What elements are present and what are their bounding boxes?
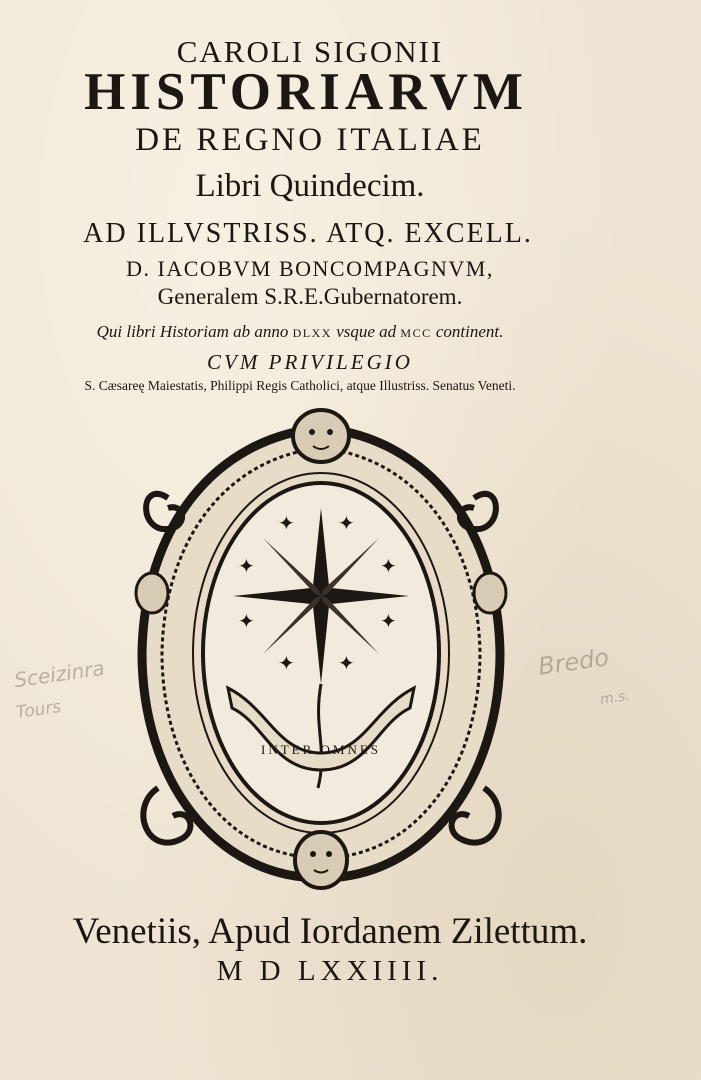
- mask-right-ornament: [474, 573, 506, 613]
- mask-left-ornament: [136, 573, 168, 613]
- star-icon: ✦: [380, 611, 397, 633]
- scope-from: DLXX: [292, 326, 332, 340]
- privilege-detail: S. Cæsareę Maiestatis, Philippi Regis Catholici, atque Illustriss. Senatus Veneti.: [84, 378, 516, 393]
- mask-top-ornament: [293, 410, 349, 462]
- handwritten-note-left-1: Sceizinra: [12, 655, 106, 693]
- handwritten-note-right-1: Bredo: [536, 643, 611, 681]
- year-line: M D LXXIIII.: [216, 955, 444, 987]
- scope-to: MCC: [400, 326, 432, 340]
- imprint-line: Venetiis, Apud Iordanem Zilettum.: [72, 911, 588, 952]
- dedication-line-1: AD ILLVSTRISS. ATQ. EXCELL.: [83, 218, 533, 249]
- star-icon: ✦: [338, 513, 355, 535]
- subtitle: DE REGNO ITALIAE: [135, 122, 485, 158]
- scope-line: [0, 322, 610, 342]
- star-icon: ✦: [238, 556, 255, 578]
- scope-mid: vsque ad: [336, 322, 397, 341]
- mask-bottom-ornament: [295, 832, 347, 888]
- star-icon: ✦: [338, 653, 355, 675]
- privilege-heading: CVM PRIVILEGIO: [207, 350, 413, 374]
- dedication-line-3: Generalem S.R.E.Gubernatorem.: [157, 284, 463, 309]
- star-icon: ✦: [278, 513, 295, 535]
- star-icon: ✦: [278, 653, 295, 675]
- handwritten-note-left-2: Tours: [14, 696, 63, 724]
- star-icon: ✦: [238, 611, 255, 633]
- scope-prefix: Qui libri Historiam ab anno: [96, 322, 289, 341]
- printer-device-emblem: [128, 408, 514, 896]
- motto-text: INTER OMNES: [260, 742, 382, 757]
- star-icon: ✦: [380, 556, 397, 578]
- main-title: HISTORIARVM: [84, 63, 528, 121]
- dedication-line-2: D. IACOBVM BONCOMPAGNVM,: [126, 256, 494, 281]
- books-line: Libri Quindecim.: [195, 168, 425, 204]
- author-line: CAROLI SIGONII: [176, 34, 444, 69]
- handwritten-note-right-2: m.s.: [599, 688, 631, 708]
- scope-suffix: continent.: [435, 322, 504, 341]
